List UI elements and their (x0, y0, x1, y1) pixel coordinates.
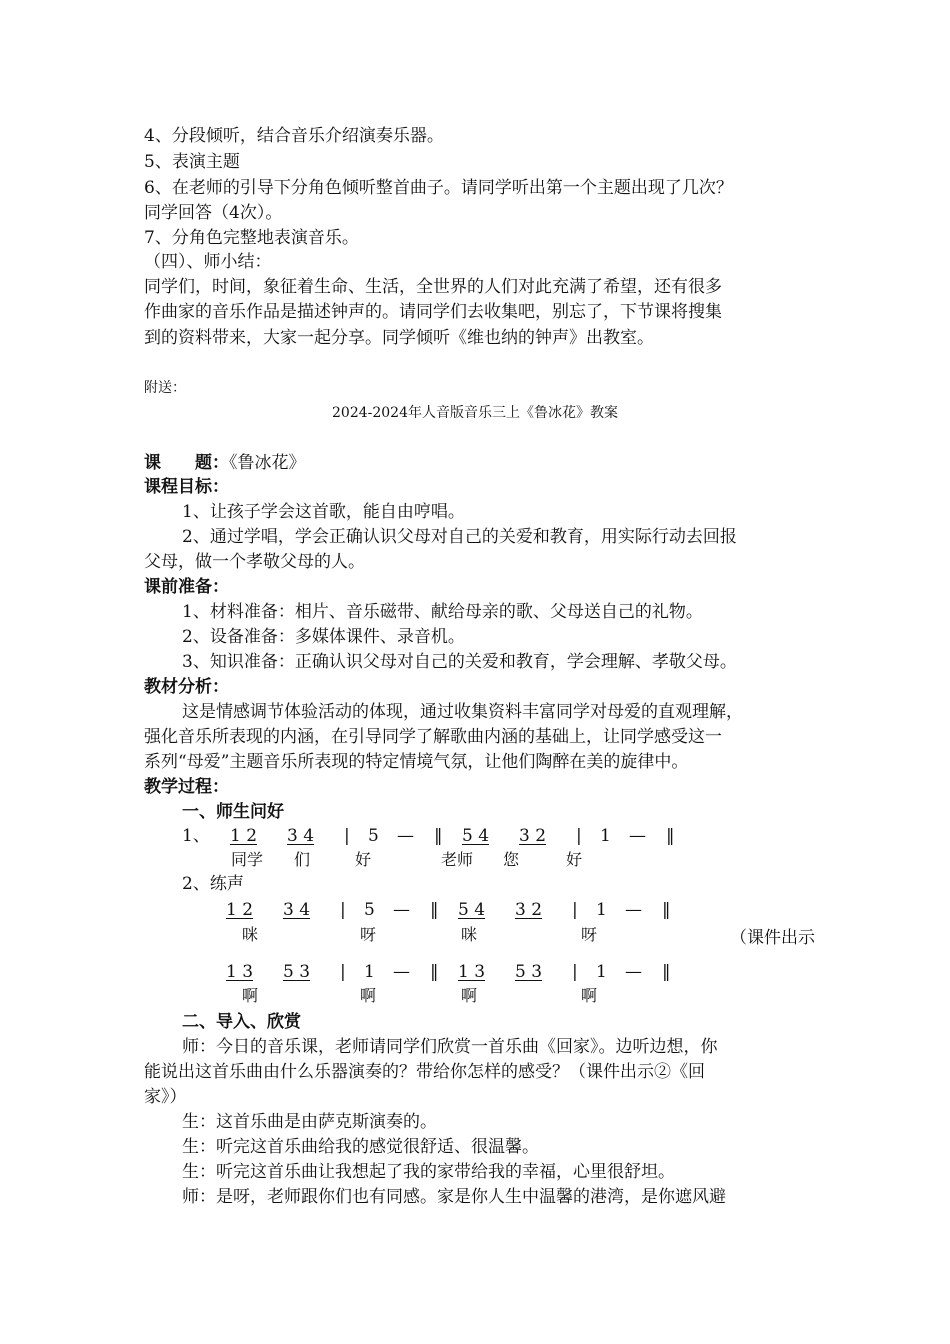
lyric: 同学 (231, 850, 264, 869)
text-line: 家》） (144, 1087, 187, 1107)
section-heading: 课程目标： (144, 477, 229, 497)
text-line: 强化音乐所表现的内涵，在引导同学了解歌曲内涵的基础上，让同学感受这一 (144, 727, 722, 747)
double-barline: ‖ (662, 962, 671, 982)
text-line: 6、在老师的引导下分角色倾听整首曲子。请同学听出第一个主题出现了几次？ (144, 178, 733, 198)
lyric: 咪 (461, 925, 478, 944)
barline: | (572, 900, 578, 920)
note: 1 (596, 962, 607, 982)
note-group: 5 3 (283, 962, 311, 982)
double-barline: ‖ (430, 962, 439, 982)
section-heading: 教学过程： (144, 777, 229, 797)
sub-heading: 二、导入、欣赏 (182, 1012, 301, 1032)
note: 1 (596, 900, 607, 920)
text-line: 生：听完这首乐曲给我的感觉很舒适、很温馨。 (182, 1137, 539, 1157)
note: 1 (364, 962, 375, 982)
note-group: 1 2 (230, 826, 258, 846)
row-number: 1、 (182, 826, 210, 846)
note: 5 (368, 826, 379, 846)
double-barline: ‖ (430, 900, 439, 920)
lyric: 好 (355, 850, 372, 869)
sub-heading: 一、师生问好 (182, 802, 284, 822)
dash: — (629, 826, 646, 846)
text-line: 1、材料准备：相片、音乐磁带、献给母亲的歌、父母送自己的礼物。 (182, 602, 703, 622)
lyric: 啊 (242, 986, 259, 1005)
note-group: 3 4 (287, 826, 315, 846)
text-line: 7、分角色完整地表演音乐。 (144, 228, 359, 248)
text-line: （四）、师小结： (144, 252, 272, 272)
text-line: 这是情感调节体验活动的体现，通过收集资料丰富同学对母爱的直观理解， (182, 702, 743, 722)
attachment-label: 附送： (144, 380, 186, 396)
note-group: 1 3 (226, 962, 254, 982)
text-line: 2、练声 (182, 874, 244, 894)
double-barline: ‖ (662, 900, 671, 920)
text-line: 能说出这首乐曲由什么乐器演奏的？带给你怎样的感受？（课件出示②《回 (144, 1062, 705, 1082)
lyric: 啊 (360, 986, 377, 1005)
dash: — (393, 900, 410, 920)
text-line: 生：听完这首乐曲让我想起了我的家带给我的幸福，心里很舒坦。 (182, 1162, 675, 1182)
text-line: 2、设备准备：多媒体课件、录音机。 (182, 627, 465, 647)
barline: | (340, 962, 346, 982)
side-note: （课件出示 (730, 928, 815, 948)
text-line: 系列“母爱”主题音乐所表现的特定情境气氛，让他们陶醉在美的旋律中。 (144, 752, 689, 772)
text-line: 到的资料带来，大家一起分享。同学倾听《维也纳的钟声》出教室。 (144, 328, 654, 348)
note-group: 1 2 (226, 900, 254, 920)
text-line: 4、分段倾听，结合音乐介绍演奏乐器。 (144, 126, 444, 146)
dash: — (393, 962, 410, 982)
barline: | (344, 826, 350, 846)
lyric: 啊 (581, 986, 598, 1005)
barline: | (340, 900, 346, 920)
lyric: 呀 (581, 925, 598, 944)
dash: — (625, 962, 642, 982)
text-line: 师：是呀，老师跟你们也有同感。家是你人生中温馨的港湾，是你遮风避 (182, 1187, 726, 1207)
lyric: 您 (503, 850, 520, 869)
section-heading: 教材分析： (144, 677, 229, 697)
lyric: 呀 (360, 925, 377, 944)
text-line: 同学回答（4次）。 (144, 203, 283, 223)
section-heading: 课前准备： (144, 577, 229, 597)
dash: — (397, 826, 414, 846)
text-line: 同学们，时间，象征着生命、生活，全世界的人们对此充满了希望，还有很多 (144, 277, 722, 297)
topic-line (144, 451, 306, 475)
note-group: 5 4 (458, 900, 486, 920)
text-line: 作曲家的音乐作品是描述钟声的。请同学们去收集吧，别忘了，下节课将搜集 (144, 302, 722, 322)
text-line: 5、表演主题 (144, 152, 240, 172)
text-line: 师：今日的音乐课，老师请同学们欣赏一首乐曲《回家》。边听边想，你 (182, 1037, 718, 1057)
note-group: 3 2 (515, 900, 543, 920)
note-group: 3 2 (519, 826, 547, 846)
note-group: 5 3 (515, 962, 543, 982)
note-group: 3 4 (283, 900, 311, 920)
text-line: 1、让孩子学会这首歌，能自由哼唱。 (182, 502, 465, 522)
lyric: 们 (294, 850, 311, 869)
text-line: 父母，做一个孝敬父母的人。 (144, 552, 365, 572)
text-line: 3、知识准备：正确认识父母对自己的关爱和教育，学会理解、孝敬父母。 (182, 652, 737, 672)
dash: — (625, 900, 642, 920)
note: 5 (364, 900, 375, 920)
topic-value: 《鲁冰花》 (229, 453, 306, 473)
lyric: 老师 (441, 850, 474, 869)
double-barline: ‖ (434, 826, 443, 846)
document-title: 2024-2024年人音版音乐三上《鲁冰花》教案 (332, 405, 618, 421)
lyric: 好 (566, 850, 583, 869)
text-line: 2、通过学唱，学会正确认识父母对自己的关爱和教育，用实际行动去回报 (182, 527, 737, 547)
topic-label: 课 题： (144, 453, 229, 473)
barline: | (572, 962, 578, 982)
text-line: 生：这首乐曲是由萨克斯演奏的。 (182, 1112, 437, 1132)
lyric: 咪 (242, 925, 259, 944)
note-group: 5 4 (462, 826, 490, 846)
double-barline: ‖ (666, 826, 675, 846)
lyric: 啊 (461, 986, 478, 1005)
note-group: 1 3 (458, 962, 486, 982)
note: 1 (600, 826, 611, 846)
barline: | (576, 826, 582, 846)
